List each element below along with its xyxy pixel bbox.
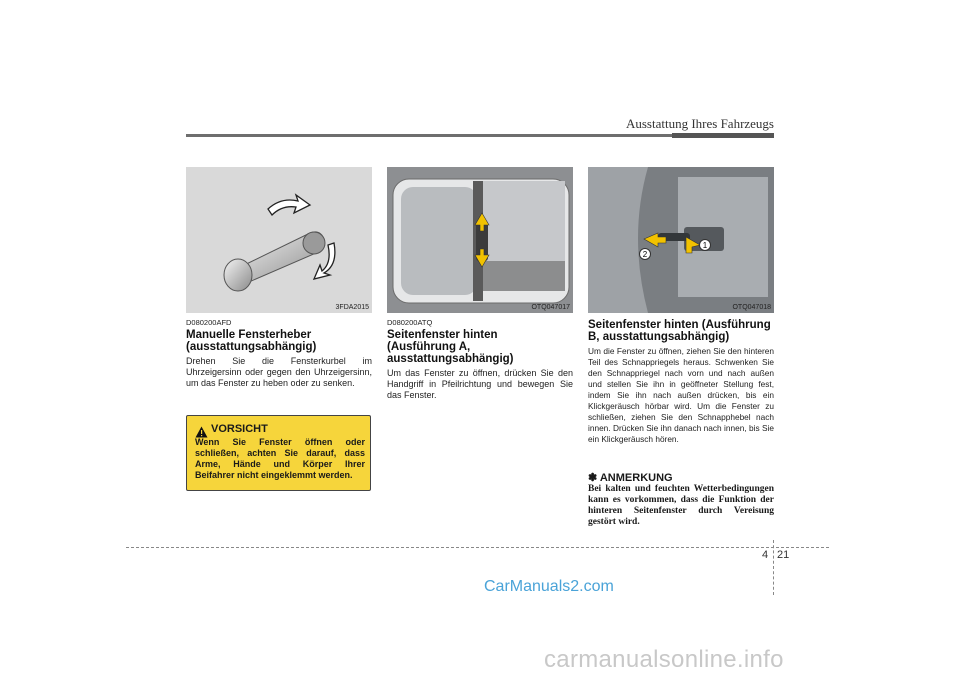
header-rule-accent [672,133,774,138]
side-window-type-b-photo [588,167,774,313]
image-label: 3FDA2015 [335,304,369,311]
footer-rule [126,547,829,548]
caution-text: Wenn Sie Fenster öffnen oder schließen, achten Sie darauf, dass Arme, Hände und Körper Ihrer Beifahrer nicht eingeklemmt werden. [195,437,365,480]
latch-photo-drawing [588,167,774,313]
section-heading: Manuelle Fensterheber (ausstattungsabhängig) [186,329,317,353]
note-title: ✽ ANMERKUNG [588,472,673,484]
section-title: Ausstattung Ihres Fahrzeugs [625,116,774,131]
caution-box [186,415,371,491]
section-heading: Seitenfenster hinten (Ausführung B, ausstattungsabhängig) [588,319,771,343]
chapter-number: 4 [762,549,769,561]
section-code: D080200ATQ [387,318,433,327]
section-heading: Seitenfenster hinten (Ausführung A, ausstattungsabhängig) [387,329,514,365]
section-code: D080200AFD [186,318,232,327]
callout-1: 1 [702,241,708,250]
crank-drawing [186,167,372,313]
window-crank-illustration [186,167,372,313]
watermark-top: CarManuals2.com [484,578,614,595]
callout-2: 2 [642,250,648,259]
section-body: Um die Fenster zu öffnen, ziehen Sie den hinteren Teil des Schnappriegels heraus. Schwenken Sie den Schnappriegel nach vorn und nach außen und stellen Sie ihn in geöffneter Stellung fest, indem Sie ihn nach außen drücken, bis ein Klickgeräusch hörbar wird. Um die Fenster zu schließen, ziehen Sie den Schnapphebel nach innen. Drücken Sie ihn danach nach innen, bis Sie ein Klickgeräusch hören. [588,346,774,444]
image-label: OTQ047018 [732,304,771,311]
footer-divider [773,540,774,595]
section-body: Um das Fenster zu öffnen, drücken Sie den Handgriff in Pfeilrichtung und bewegen Sie das Fenster. [387,368,573,400]
section-body: Drehen Sie die Fensterkurbel im Uhrzeigersinn oder gegen den Uhrzeigersinn, um das Fenster zu heben oder zu senken. [186,356,372,388]
side-window-type-a-photo [387,167,573,313]
image-label: OTQ047017 [531,304,570,311]
caution-title: VORSICHT [211,423,268,435]
window-photo-drawing [387,167,573,313]
watermark-bottom: carmanualsonline.info [544,646,784,673]
page-number: 21 [777,549,790,561]
note-text: Bei kalten und feuchten Wetterbedingungen kann es vorkommen, dass die Funktion der hinteren Seitenfenster durch Vereisung gestört wird. [588,484,774,527]
